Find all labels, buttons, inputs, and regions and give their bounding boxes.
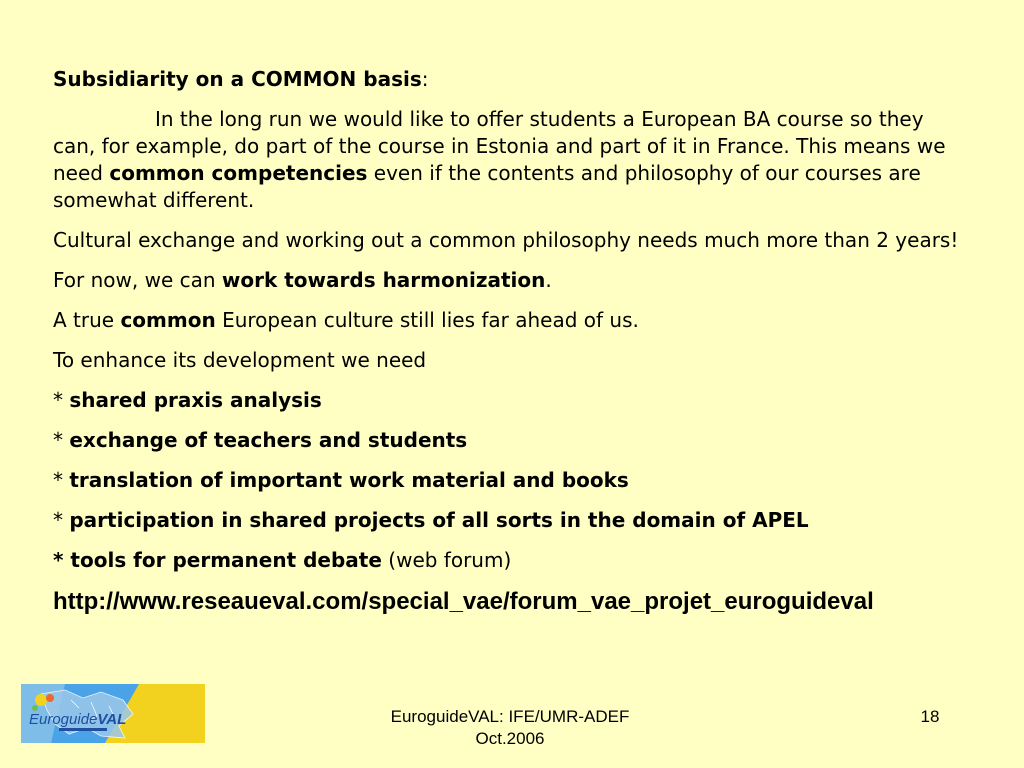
bullet-item: [53, 467, 963, 494]
page-number: 18: [920, 707, 940, 726]
paragraph-1: [53, 106, 963, 214]
heading-line: [53, 66, 963, 93]
p3-text-2: .: [545, 268, 552, 292]
p3-bold-1: work towards harmonization: [221, 268, 546, 292]
logo-wordmark: EuroguideVAL: [29, 711, 127, 728]
bullet-item-last: [53, 547, 963, 574]
p1-text-2: even if the contents and philosophy of our courses are somewhat different.: [53, 161, 921, 212]
forum-url-link[interactable]: http://www.reseaueval.com/special_vae/forum_vae_projet_euroguideval: [53, 588, 874, 615]
bullet-last-bold: * tools for permanent debate: [53, 548, 382, 572]
footer-line-1: EuroguideVAL: IFE/UMR-ADEF: [390, 707, 630, 726]
bullet-text: shared praxis analysis: [69, 388, 322, 412]
slide-heading: Subsidiarity on a COMMON basis: [53, 67, 422, 91]
slide-body: [53, 66, 963, 630]
bullet-text: exchange of teachers and students: [69, 428, 468, 452]
logo-graphic-icon: [21, 684, 205, 743]
paragraph-3: [53, 267, 963, 294]
bullet-item: [53, 427, 963, 454]
p4-text-2: European culture still lies far ahead of us.: [215, 308, 639, 332]
footer-line-2: Oct.2006: [475, 729, 545, 748]
slide-footer: [340, 706, 680, 750]
bullet-item: [53, 507, 963, 534]
p1-bold-1: common competencies: [109, 161, 368, 185]
p3-text-1: For now, we can: [53, 268, 222, 292]
euroguideval-logo: [21, 684, 205, 743]
p1-text-1: In the long run we would like to offer students a European BA course so they can, for example, do part of the course in Estonia and part of it in France. This means we need: [53, 107, 946, 185]
paragraph-4: [53, 307, 963, 334]
bullet-item: [53, 387, 963, 414]
p4-bold-1: common: [120, 308, 216, 332]
bullet-last-normal: (web forum): [381, 548, 512, 572]
bullet-text: translation of important work material and books: [69, 468, 629, 492]
paragraph-5: To enhance its development we need: [53, 348, 427, 372]
heading-colon: :: [421, 67, 429, 91]
bullet-marker: *: [53, 508, 70, 532]
p4-text-1: A true: [53, 308, 121, 332]
bullet-marker: *: [53, 388, 70, 412]
bullet-text: participation in shared projects of all sorts in the domain of APEL: [69, 508, 809, 532]
bullet-marker: *: [53, 428, 70, 452]
paragraph-2: Cultural exchange and working out a common philosophy needs much more than 2 years!: [53, 228, 959, 252]
bullet-marker: *: [53, 468, 70, 492]
